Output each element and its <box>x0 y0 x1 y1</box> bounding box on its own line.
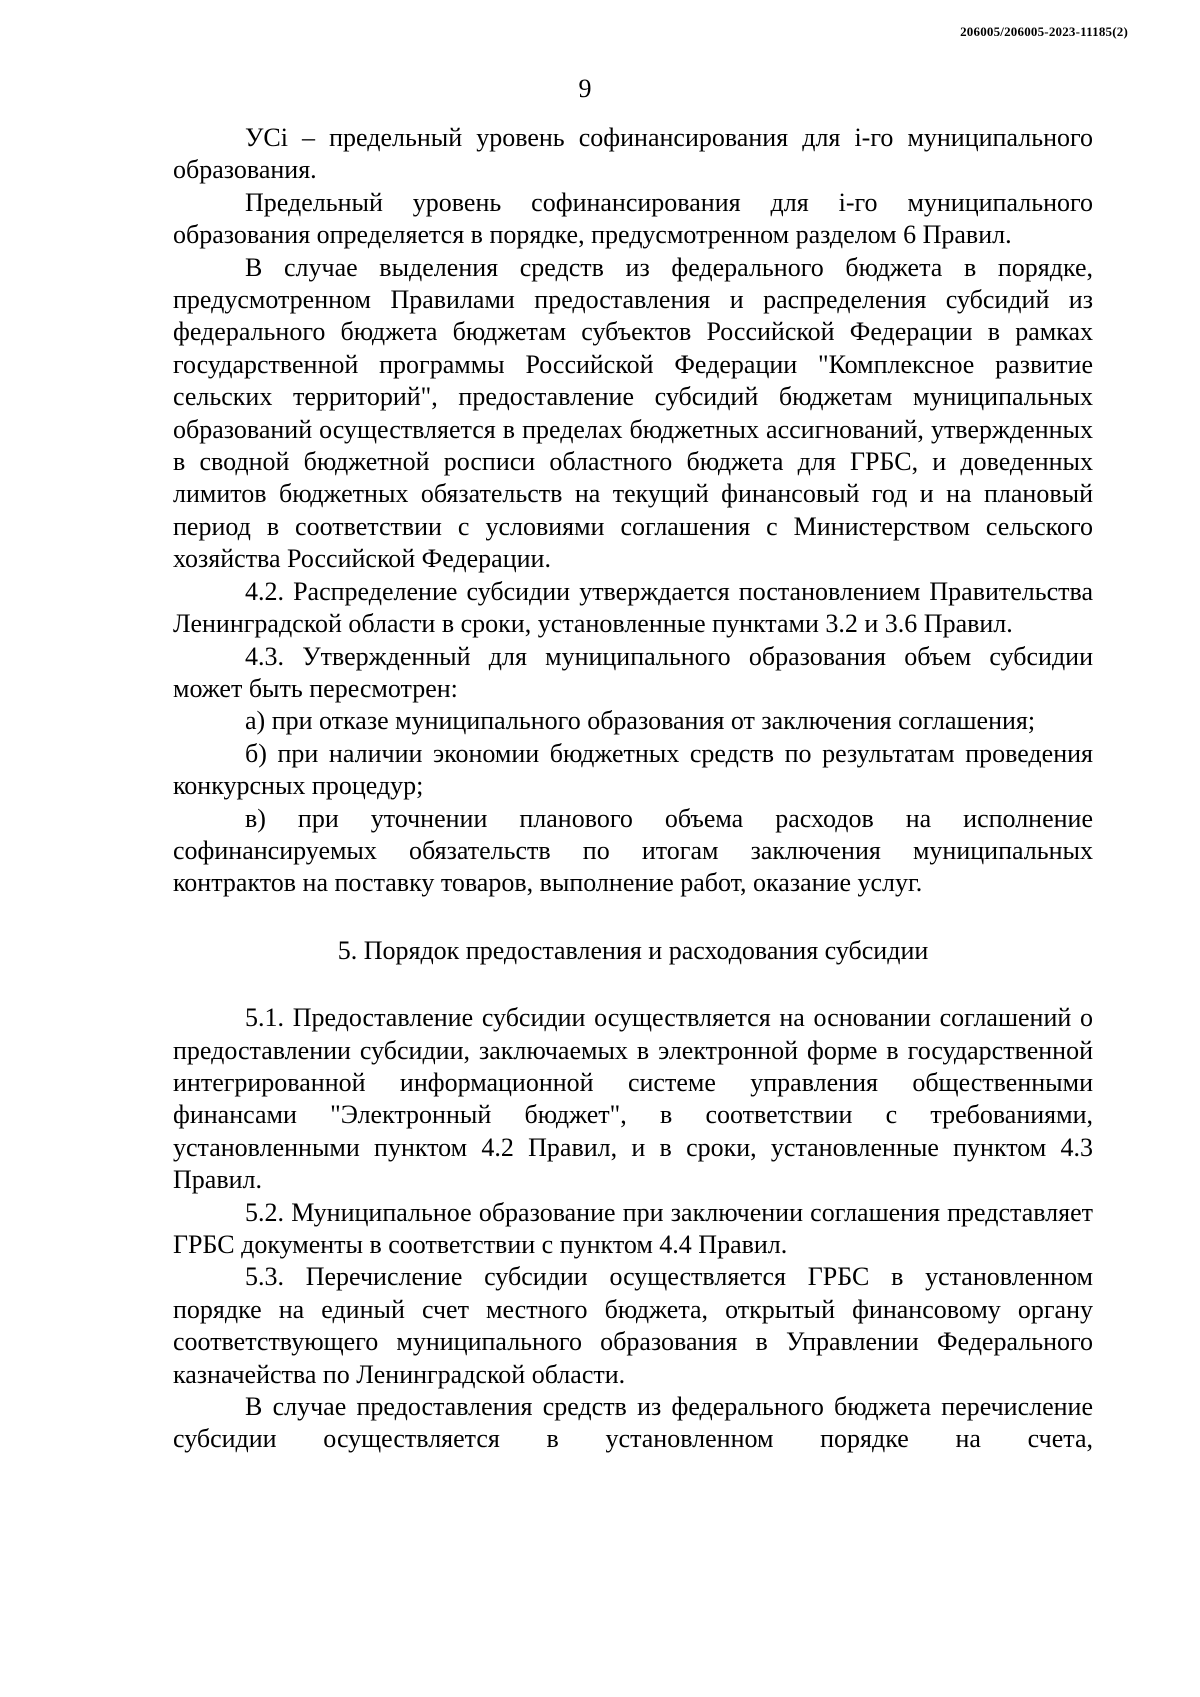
paragraph-cofinancing-level: Предельный уровень софинансирования для i-го муниципального образования определяется в порядке, предусмотренном разделом 6 Правил. <box>173 187 1093 250</box>
paragraph-federal-funds: В случае выделения средств из федерального бюджета в порядке, предусмотренном Правилами предоставления и распределения субсидий из федерального бюджета бюджетам субъектов Российской Федерации в рамках государственной программы Российской Федерации "Комплексное развитие сельских территорий", предоставление субсидий бюджетам муниципальных образований осуществляется в пределах бюджетных ассигнований, утвержденных в сводной бюджетной росписи областного бюджета для ГРБС, и доведенных лимитов бюджетных обязательств на текущий финансовый год и на плановый период в соответствии с условиями соглашения с Министерством сельского хозяйства Российской Федерации. <box>173 252 1093 574</box>
page-number: 9 <box>578 74 592 103</box>
paragraph-4-3: 4.3. Утвержденный для муниципального образования объем субсидии может быть пересмотрен: <box>173 641 1093 703</box>
document-registration-number: 206005/206005-2023-11185(2) <box>960 24 1128 39</box>
paragraph-5-3: 5.3. Перечисление субсидии осуществляется ГРБС в установленном порядке на единый счет местного бюджета, открытый финансовому органу соответствующего муниципального образования в Управлении Федерального казначейства по Ленинградской области. <box>173 1262 1093 1389</box>
paragraph-federal-transfer: В случае предоставления средств из федерального бюджета перечисление субсидии осуществляется в установленном порядке на счета, <box>173 1392 1093 1454</box>
paragraph-5-2: 5.2. Муниципальное образование при заключении соглашения представляет ГРБС документы в соответствии с пунктом 4.4 Правил. <box>173 1197 1093 1259</box>
section-heading-5: 5. Порядок предоставления и расходования субсидии <box>337 935 929 965</box>
document-body <box>173 122 1093 1456</box>
list-item-v: в) при уточнении планового объема расходов на исполнение софинансируемых обязательств по итогам заключения муниципальных контрактов на поставку товаров, выполнение работ, оказание услуг. <box>173 803 1093 898</box>
paragraph-4-2: 4.2. Распределение субсидии утверждается постановлением Правительства Ленинградской области в сроки, установленные пунктами 3.2 и 3.6 Правил. <box>173 576 1093 639</box>
list-item-b: б) при наличии экономии бюджетных средств по результатам проведения конкурсных процедур; <box>173 738 1093 801</box>
paragraph-usi-definition: УСi – предельный уровень софинансирования для i-го муниципального образования. <box>173 123 1093 185</box>
list-item-a: а) при отказе муниципального образования от заключения соглашения; <box>245 706 1036 736</box>
paragraph-5-1: 5.1. Предоставление субсидии осуществляется на основании соглашений о предоставлении субсидии, заключаемых в электронной форме в государственной интегрированной информационной системе управления общественными финансами "Электронный бюджет", в соответствии с требованиями, установленными пунктом 4.2 Правил, и в сроки, установленные пунктом 4.3 Правил. <box>173 1003 1093 1195</box>
